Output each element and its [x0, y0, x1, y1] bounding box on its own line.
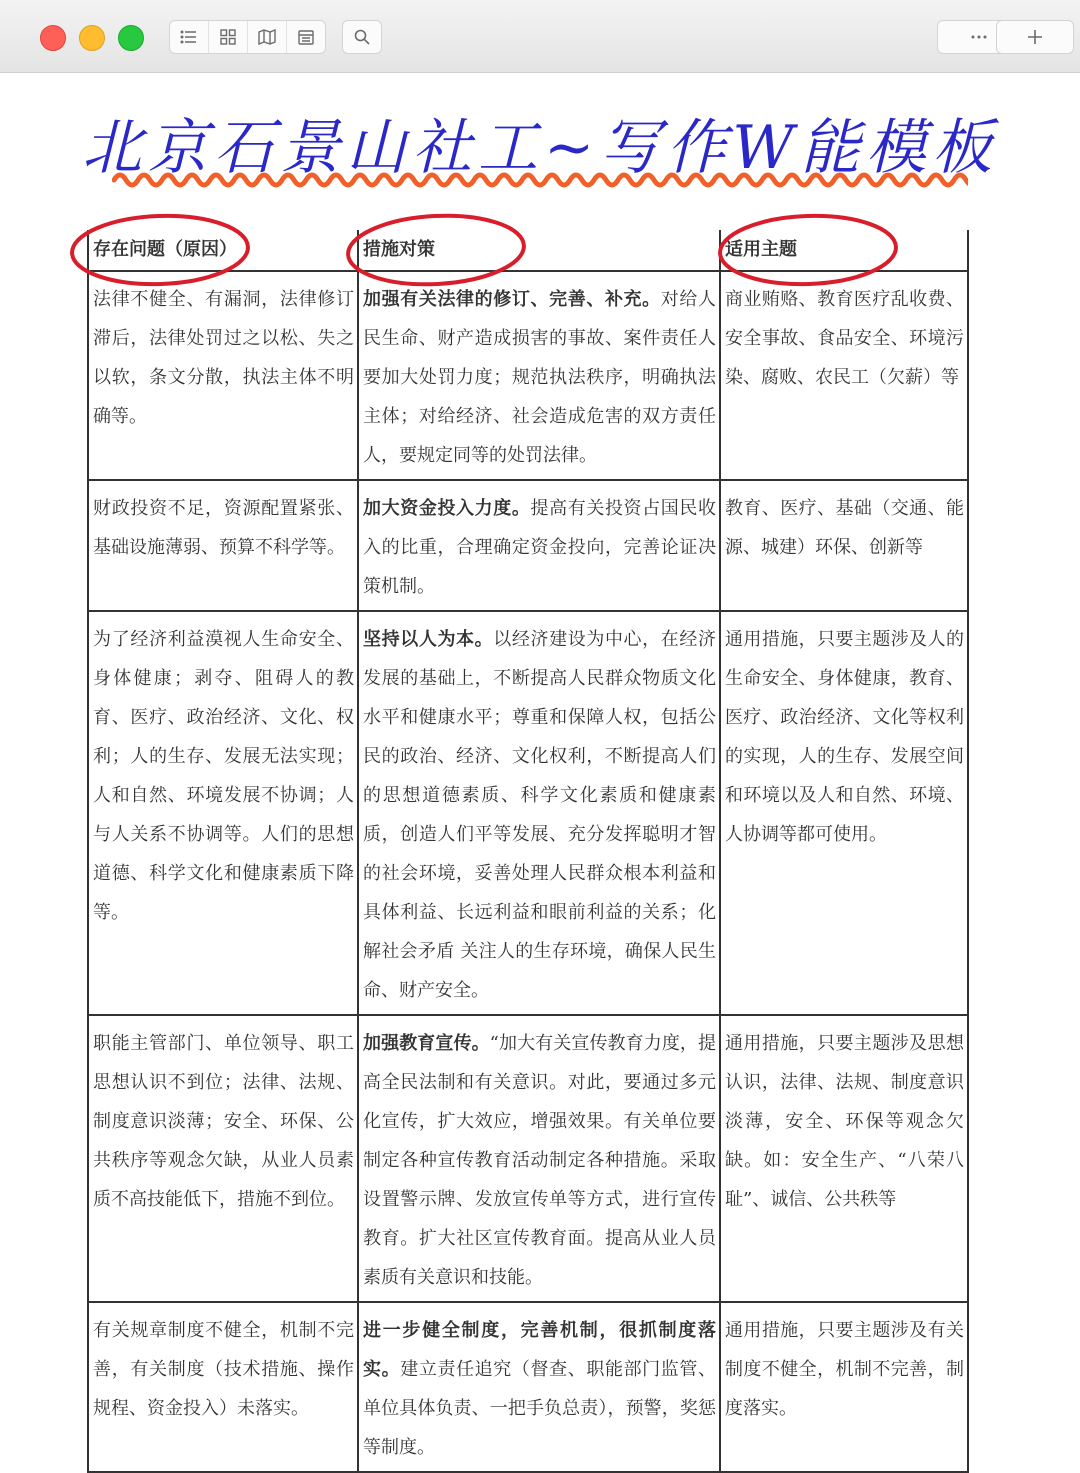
calendar-icon[interactable]	[287, 21, 325, 53]
topic-cell: 通用措施，只要主题涉及人的生命安全、身体健康，教育、医疗、政治经济、文化等权利的实现，人的生存、发展空间和环境以及人和自然、环境、人协调等都可使用。	[720, 611, 968, 1015]
measure-lead: 加强教育宣传。	[363, 1033, 490, 1054]
strategy-table	[87, 230, 969, 1473]
problem-cell: 职能主管部门、单位领导、职工思想认识不到位；法律、法规、制度意识淡薄；安全、环保、公共秩序等观念欠缺，从业人员素质不高技能低下，措施不到位。	[88, 1015, 358, 1302]
measure-cell	[358, 1015, 720, 1302]
problem-cell: 法律不健全、有漏洞，法律修订滞后，法律处罚过之以松、失之以软，条文分散，执法主体不明确等。	[88, 271, 358, 480]
list-icon[interactable]	[170, 21, 209, 53]
close-window-button[interactable]	[40, 25, 66, 51]
zoom-window-button[interactable]	[118, 25, 144, 51]
grid-icon[interactable]	[209, 21, 248, 53]
header-problem: 存在问题（原因）	[88, 230, 358, 271]
problem-cell: 为了经济利益漠视人生命安全、身体健康；剥夺、阻碍人的教育、医疗、政治经济、文化、权利；人的生存、发展无法实现；人和自然、环境发展不协调；人与人关系不协调等。人们的思想道德、科学文化和健康素质下降等。	[88, 611, 358, 1015]
topic-cell: 教育、医疗、基础（交通、能源、城建）环保、创新等	[720, 480, 968, 611]
problem-cell: 财政投资不足，资源配置紧张、基础设施薄弱、预算不科学等。	[88, 480, 358, 611]
search-group	[342, 20, 382, 54]
map-icon[interactable]	[248, 21, 287, 53]
window-titlebar	[0, 0, 1080, 73]
measure-body: 以经济建设为中心，在经济发展的基础上，不断提高人民群众物质文化水平和健康水平；尊重和保障人权，包括公民的政治、经济、文化权利，不断提高人们的思想道德素质、科学文化素质和健康素质，创造人们平等发展、充分发挥聪明才智的社会环境，妥善处理人民群众根本利益和具体利益、长远利益和眼前利益的关系；化解社会矛盾 关注人的生存环境，确保人民生命、财产安全。	[363, 629, 717, 1001]
measure-lead: 加大资金投入力度。	[363, 498, 531, 519]
search-icon[interactable]	[343, 21, 381, 53]
add-icon[interactable]	[997, 21, 1073, 53]
table-header-row	[88, 230, 968, 271]
table-row	[88, 1015, 968, 1302]
measure-body: 对给人民生命、财产造成损害的事故、案件责任人要加大处罚力度；规范执法秩序，明确执法主体；对给经济、社会造成危害的双方责任人，要规定同等的处罚法律。	[363, 289, 717, 466]
topic-cell: 通用措施，只要主题涉及思想认识，法律、法规、制度意识淡薄，安全、环保等观念欠缺。如：安全生产、“八荣八耻”、诚信、公共秩等	[720, 1015, 968, 1302]
header-measure: 措施对策	[358, 230, 720, 271]
measure-lead: 进一步健全制度，完善机制，很抓制度落实。	[363, 1320, 716, 1380]
page-title: 北京石景山社工~写作W能模板	[82, 113, 998, 183]
title-wavy-underline	[112, 168, 968, 192]
measure-cell	[358, 611, 720, 1015]
measure-lead: 坚持以人为本。	[363, 629, 494, 650]
view-mode-group	[169, 20, 326, 54]
table-row	[88, 271, 968, 480]
minimize-window-button[interactable]	[79, 25, 105, 51]
header-topic: 适用主题	[720, 230, 968, 271]
measure-cell	[358, 271, 720, 480]
topic-cell: 通用措施，只要主题涉及有关制度不健全，机制不完善，制度落实。	[720, 1302, 968, 1472]
table-row	[88, 480, 968, 611]
measure-cell	[358, 1302, 720, 1472]
problem-cell: 有关规章制度不健全，机制不完善，有关制度（技术措施、操作规程、资金投入）未落实。	[88, 1302, 358, 1472]
measure-body: “加大有关宣传教育力度，提高全民法制和有关意识。对此，要通过多元化宣传，扩大效应，增强效果。有关单位要制定各种宣传教育活动制定各种措施。采取设置警示牌、发放宣传单等方式，进行宣传教育。扩大社区宣传教育面。提高从业人员素质有关意识和技能。	[363, 1033, 717, 1288]
add-group	[996, 20, 1074, 54]
measure-body: 提高有关投资占国民收入的比重，合理确定资金投向，完善论证决策机制。	[363, 498, 716, 597]
table-row	[88, 1302, 968, 1472]
measure-lead: 加强有关法律的修订、完善、补充。	[363, 289, 661, 310]
topic-cell: 商业贿赂、教育医疗乱收费、安全事故、食品安全、环境污染、腐败、农民工（欠薪）等	[720, 271, 968, 480]
table-row	[88, 611, 968, 1015]
measure-cell	[358, 480, 720, 611]
measure-body: 建立责任追究（督查、职能部门监管、单位具体负责、一把手负总责），预警，奖惩等制度。	[363, 1359, 717, 1458]
